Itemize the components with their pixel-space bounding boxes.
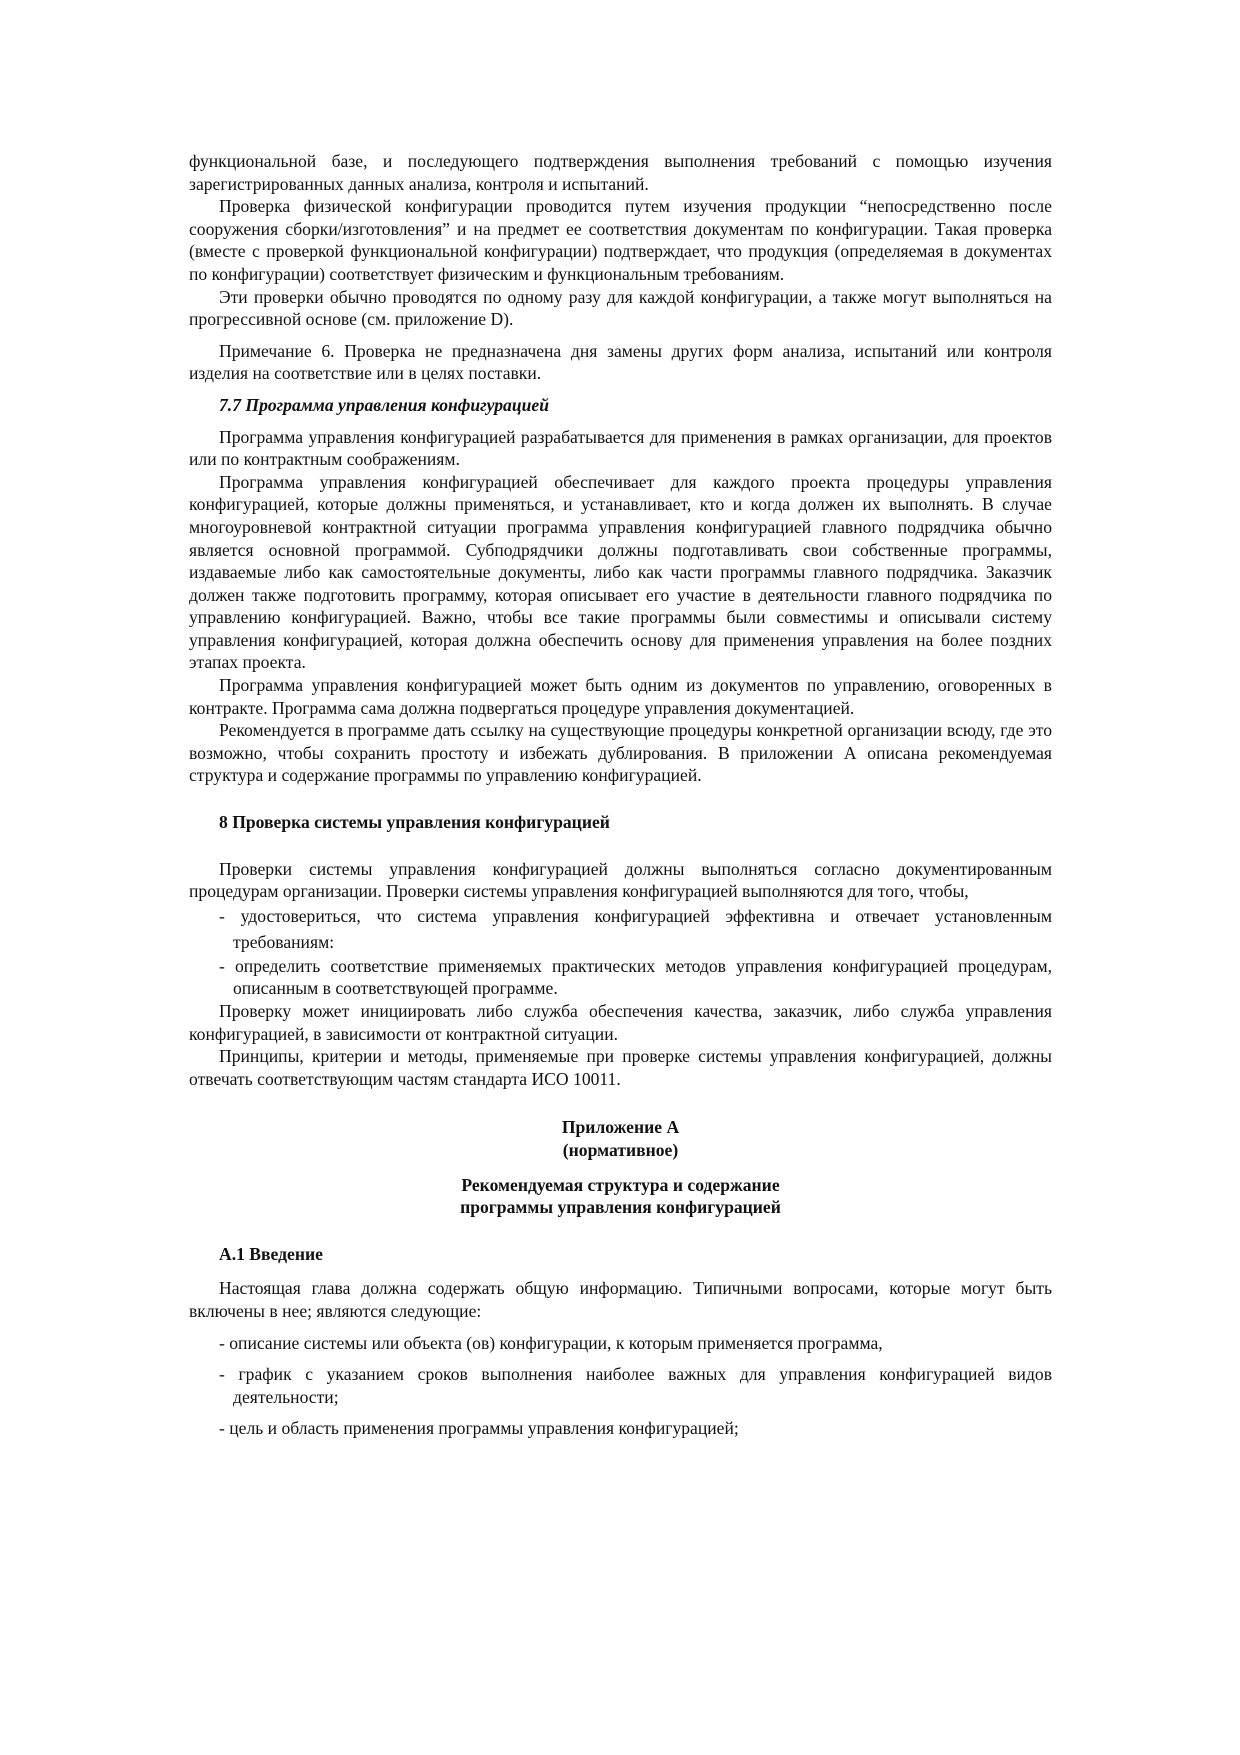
paragraph-introduction: Настоящая глава должна содержать общую информацию. Типичными вопросами, которые могут быть включены в нее; являются следующие:	[189, 1278, 1052, 1321]
paragraph-cm-audit-2: Проверку может инициировать либо служба обеспечения качества, заказчик, либо служба управления конфигурацией, в зависимости от контрактной ситуации.	[189, 1001, 1052, 1044]
appendix-status: (нормативное)	[562, 1139, 679, 1160]
note-6: Примечание 6. Проверка не предназначена дня замены других форм анализа, испытаний или контроля изделия на соответствие или в целях поставки.	[189, 340, 1052, 384]
section-heading-8: 8 Проверка системы управления конфигурацией	[219, 812, 610, 833]
paragraph-audit-frequency: Эти проверки обычно проводятся по одному разу для каждой конфигурации, а также могут выполняться на прогрессивной основе (см. приложение D).	[189, 286, 1052, 330]
document-page	[189, 150, 1052, 1440]
paragraph-cm-program-4: Рекомендуется в программе дать ссылку на существующие процедуры конкретной организации всюду, где это возможно, чтобы сохранить простоту и избежать дублирования. В приложении А описана рекомендуемая структура и содержание программы по управлению конфигурацией.	[189, 720, 1052, 786]
appendix-heading-line-2: программы управления конфигурацией	[460, 1197, 781, 1218]
list-item: - определить соответствие применяемых практических методов управления конфигурацией процедурам, описанным в соответствующей программе.	[219, 955, 1052, 999]
paragraph-cm-audit-3: Принципы, критерии и методы, применяемые при проверке системы управления конфигурацией, должны отвечать соответствующим частям стандарта ИСО 10011.	[189, 1046, 1052, 1089]
paragraph-cm-program-3: Программа управления конфигурацией может быть одним из документов по управлению, оговоренных в контракте. Программа сама должна подвергаться процедуре управления документацией.	[189, 675, 1052, 718]
list-item: - описание системы или объекта (ов) конфигурации, к которым применяется программа,	[219, 1332, 883, 1353]
paragraph-physical-audit: Проверка физической конфигурации проводится путем изучения продукции “непосредственно после сооружения сборки/изготовления” и на предмет ее соответствия документам по конфигурации. Такая проверка (вместе с проверкой функциональной конфигурации) подтверждает, что продукция (определяемая в документах по конфигурации) соответствует физическим и функциональным требованиям.	[189, 196, 1052, 284]
appendix-heading-line-1: Рекомендуемая структура и содержание	[461, 1174, 780, 1195]
appendix-title: Приложение А	[561, 1117, 680, 1138]
paragraph-continuation: функциональной базе, и последующего подтверждения выполнения требований с помощью изучения зарегистрированных данных анализа, контроля и испытаний.	[189, 151, 1052, 194]
list-item: - цель и область применения программы управления конфигурацией;	[219, 1418, 739, 1439]
paragraph-cm-program-1: Программа управления конфигурацией разрабатывается для применения в рамках организации, для проектов или по контрактным соображениям.	[189, 426, 1052, 470]
paragraph-cm-program-2: Программа управления конфигурацией обеспечивает для каждого проекта процедуры управления конфигурацией, которые должны применяться, и устанавливает, кто и когда должен их выполнять. В случае многоуровневой контрактной ситуации программа управления конфигурацией главного подрядчика обычно является основной программой. Субподрядчики должны подготавливать свои собственные программы, издаваемые либо как самостоятельные документы, либо как части программы главного подрядчика. Заказчик должен также подготовить программу, которая описывает его участие в деятельности главного подрядчика по управлению конфигурацией. Важно, чтобы все такие программы были совместимы и описывали систему управления конфигурацией, которая должна обеспечить основу для применения управления на более поздних этапах проекта.	[189, 471, 1052, 673]
list-item: - график с указанием сроков выполнения наиболее важных для управления конфигурацией видов деятельности;	[219, 1364, 1052, 1407]
paragraph-cm-audit-1: Проверки системы управления конфигурацией должны выполняться согласно документированным процедурам организации. Проверки системы управления конфигурацией выполняются для того, чтобы,	[189, 858, 1052, 902]
section-heading-7-7: 7.7 Программа управления конфигурацией	[219, 394, 549, 415]
list-item: - удостовериться, что система управления конфигурацией эффективна и отвечает установленным требованиям:	[219, 905, 1052, 952]
section-heading-a-1: А.1 Введение	[219, 1243, 323, 1264]
